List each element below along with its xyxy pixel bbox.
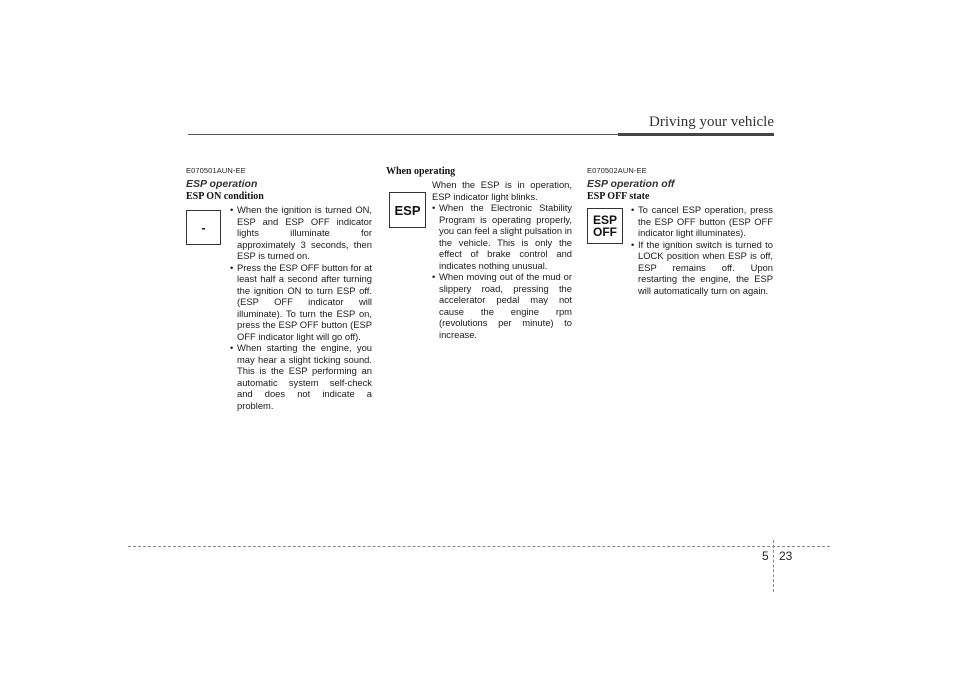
list-item: • Press the ESP OFF button for at least half a second after turning the ignition ON to turn ESP off. (ESP OFF indicator will illuminate). To turn the ESP on, press the ESP OFF button (ESP OFF indicator light will go off). (230, 262, 372, 343)
column-when-operating (386, 166, 572, 340)
esp-indicator-icon-label: - (201, 220, 206, 235)
list-item: • When moving out of the mud or slippery road, pressing the accelerator pedal may not cause the engine rpm (revolutions per minute) to increase. (432, 271, 572, 340)
footer-rule (128, 546, 830, 547)
bullet-list (432, 202, 572, 340)
esp-off-icon-line2: OFF (593, 225, 617, 239)
section-code: E070501AUN-EE (186, 166, 246, 175)
subhead-esp-off-state: ESP OFF state (587, 191, 650, 202)
esp-icon (389, 192, 426, 228)
section-title: ESP operation off (587, 178, 675, 190)
list-item: • When the ignition is turned ON, ESP and ESP OFF indicator lights illuminate for approximately 3 seconds, then ESP is turned on. (230, 204, 372, 262)
esp-indicator-icon (186, 210, 221, 245)
list-item: • To cancel ESP operation, press the ESP OFF button (ESP OFF indicator light illuminates). (631, 204, 773, 239)
esp-icon-label: ESP (394, 202, 421, 218)
subhead-esp-on-condition: ESP ON condition (186, 191, 264, 202)
bullet-list (631, 204, 773, 296)
esp-off-icon (587, 208, 623, 244)
section-code: E070502AUN-EE (587, 166, 647, 175)
column-esp-operation (186, 166, 372, 411)
header-rule-accent (618, 133, 774, 136)
bullet-list (230, 204, 372, 411)
section-title: ESP operation (186, 178, 258, 190)
footer-divider (773, 540, 774, 592)
esp-off-icon-line1: ESP (592, 213, 617, 227)
subhead-when-operating: When operating (386, 166, 456, 177)
column-esp-operation-off (587, 166, 773, 296)
header-title: Driving your vehicle (649, 114, 774, 130)
list-item: • If the ignition switch is turned to LOCK position when ESP is off, ESP remains off. Upon restarting the engine, the ESP will automatically turn on again. (631, 239, 773, 297)
chapter-number: 5 (762, 549, 769, 563)
list-item: • When starting the engine, you may hear a slight ticking sound. This is the ESP performing an automatic system self-check and does not indicate a problem. (230, 342, 372, 411)
operating-intro: When the ESP is in operation, ESP indicator light blinks. (432, 179, 572, 202)
list-item: • When the Electronic Stability Program is operating properly, you can feel a slight pulsation in the vehicle. This is only the effect of brake control and indicates nothing unusual. (432, 202, 572, 271)
page-number: 23 (779, 549, 793, 563)
